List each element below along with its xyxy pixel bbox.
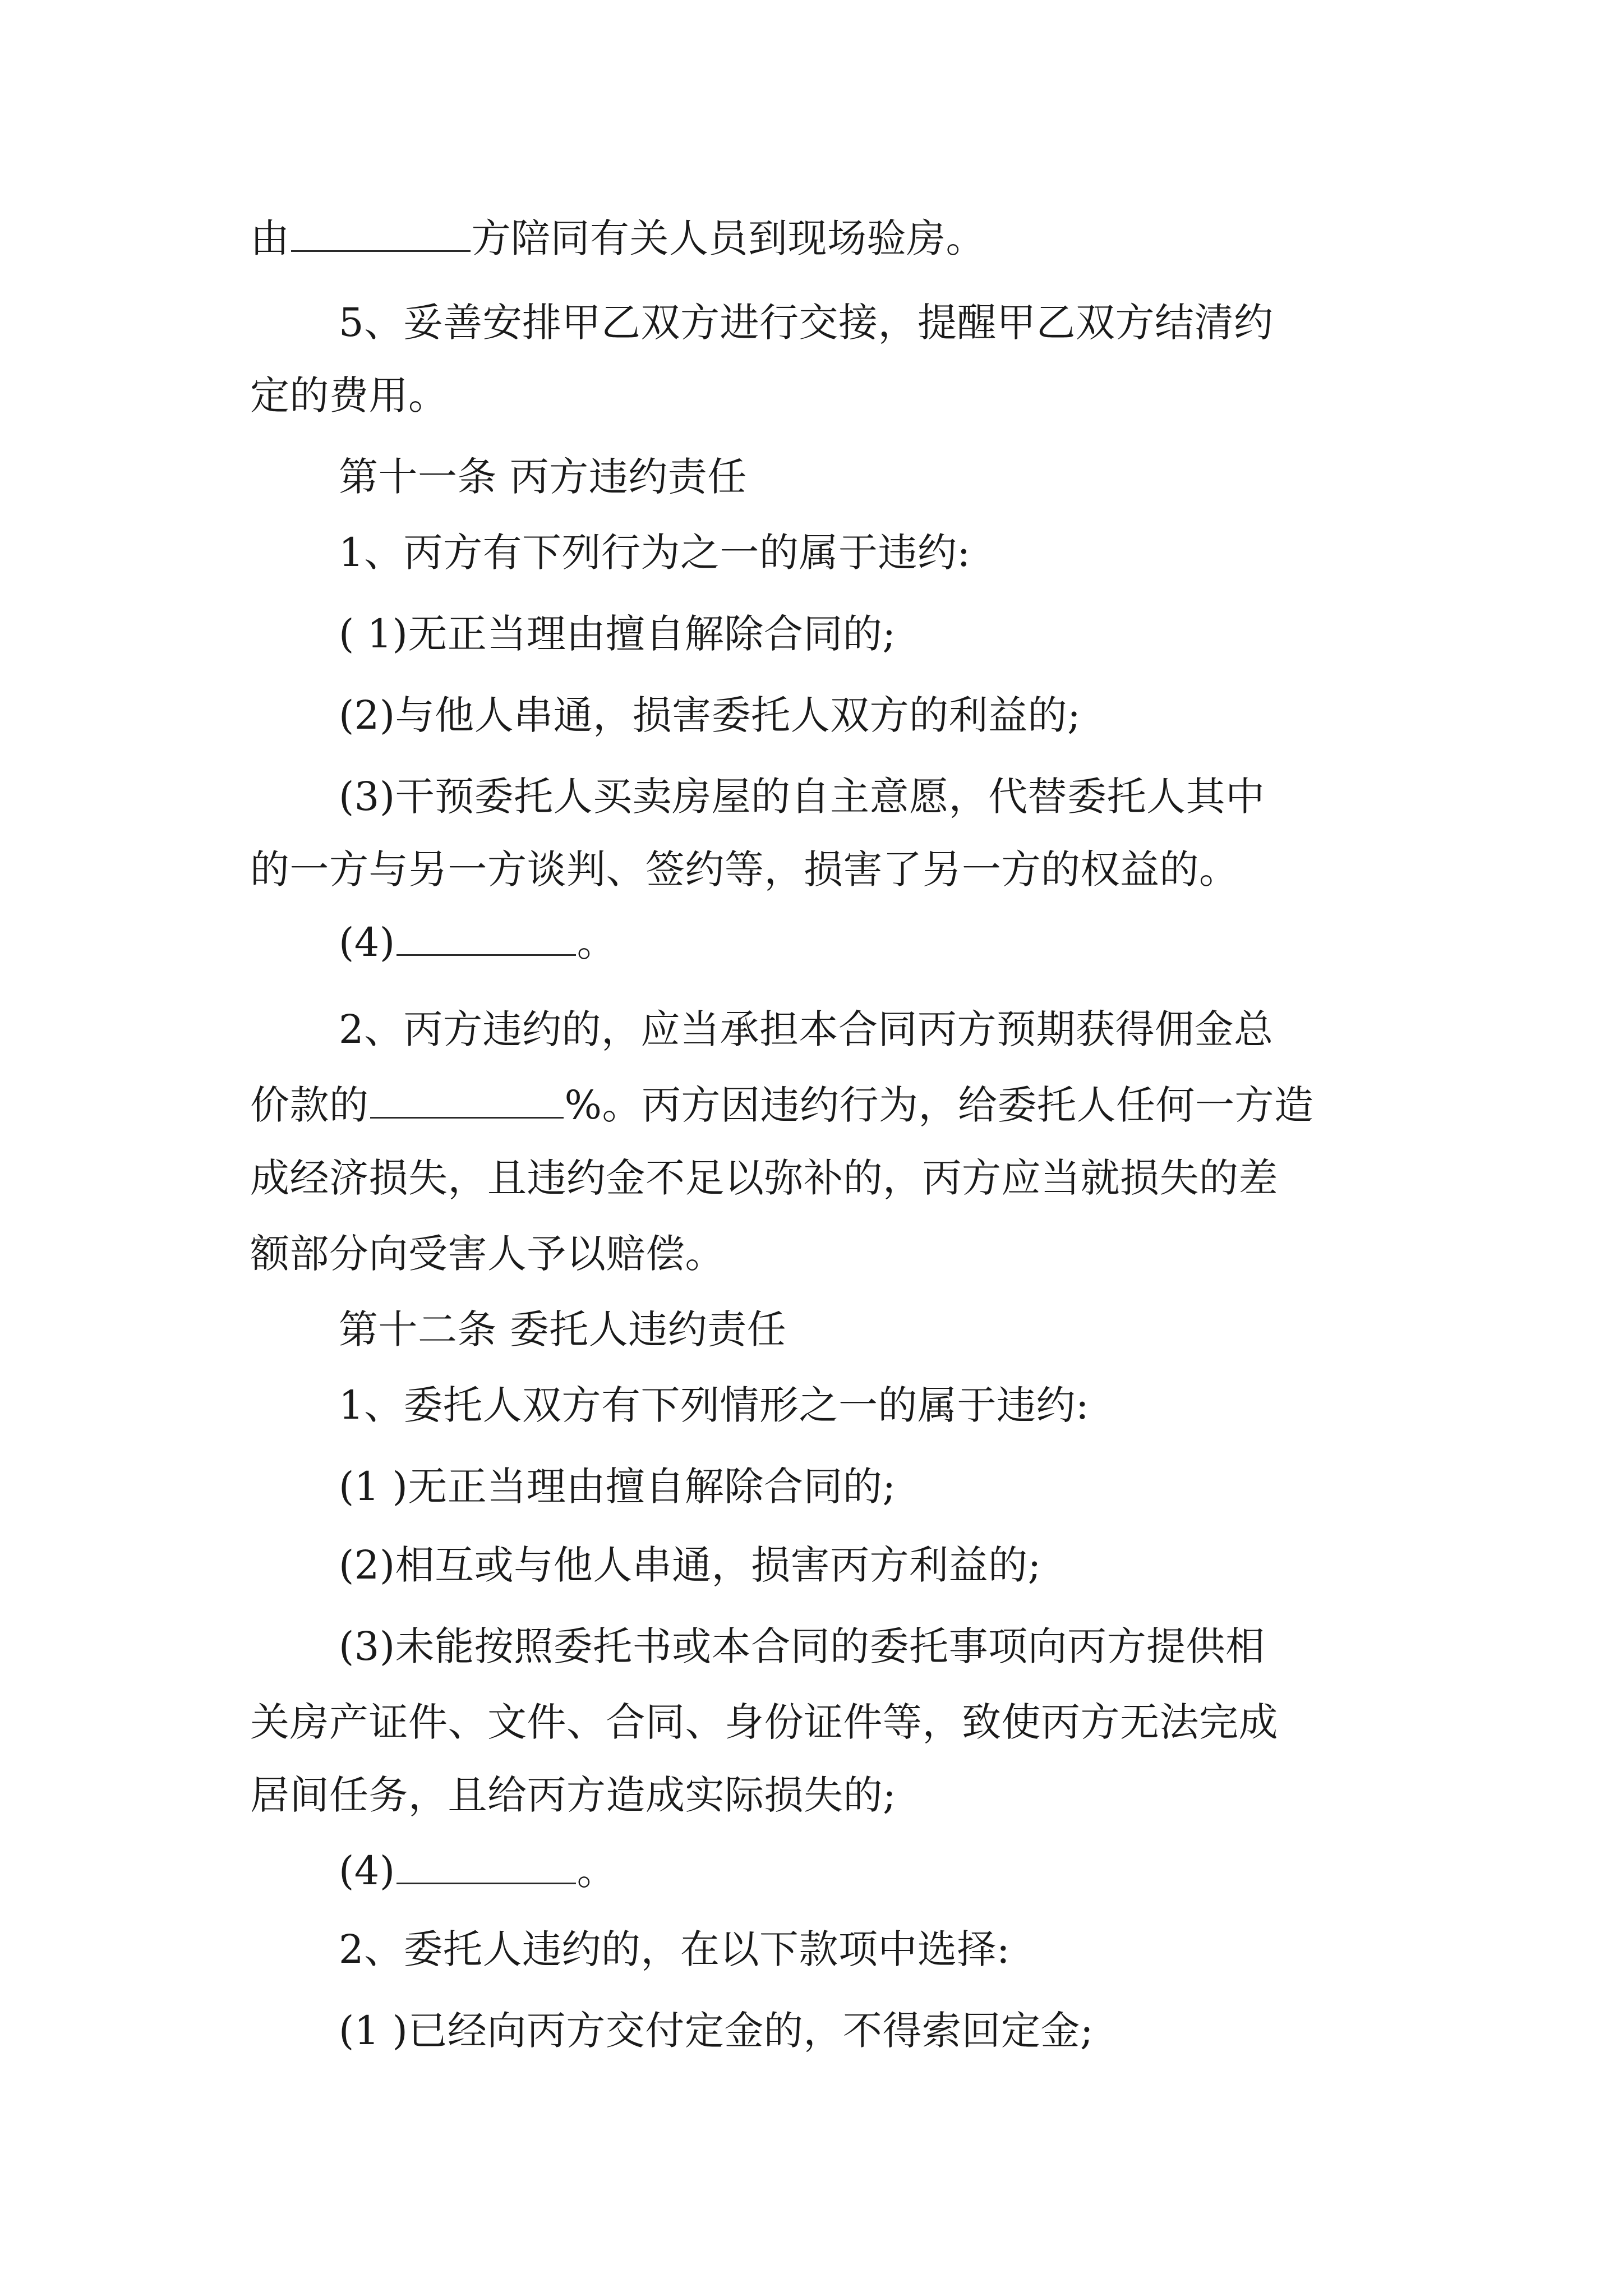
text-line: (2)相互或与他人串通，损害丙方利益的; (339, 1542, 1041, 1588)
text-line: 1、委托人双方有下列情形之一的属于违约: (339, 1382, 1090, 1428)
text-line: 居间任务，且给丙方造成实际损失的; (250, 1772, 897, 1818)
text-line: 5、妥善安排甲乙双方进行交接，提醒甲乙双方结清约 (339, 300, 1274, 346)
text-line (339, 914, 616, 970)
text-line: (3)未能按照委托书或本合同的委托事项向丙方提供相 (339, 1623, 1265, 1669)
text-segment: %。丙方因违约行为，给委托人任何一方造 (564, 1082, 1314, 1128)
text-segment: (4) (339, 919, 395, 965)
text-line: 的一方与另一方谈判、签约等，损害了另一方的权益的。 (250, 846, 1239, 892)
fill-in-blank[interactable] (291, 217, 471, 252)
text-line: 关房产证件、文件、合同、身份证件等，致使丙方无法完成 (250, 1699, 1278, 1745)
text-segment: 价款的 (250, 1082, 369, 1128)
text-line: 2、委托人违约的，在以下款项中选择: (339, 1926, 1011, 1972)
text-line: (1 )已经向丙方交付定金的，不得索回定金; (339, 2008, 1094, 2054)
text-line: 2、丙方违约的，应当承担本合同丙方预期获得佣金总 (339, 1006, 1274, 1052)
text-line: (3)干预委托人买卖房屋的自主意愿，代替委托人其中 (339, 774, 1265, 820)
text-line: 额部分向受害人予以赔偿。 (250, 1231, 725, 1277)
fill-in-blank[interactable] (396, 921, 576, 956)
text-line: 1、丙方有下列行为之一的属于违约: (339, 530, 971, 576)
text-segment: 方陪同有关人员到现场验房。 (471, 215, 985, 261)
text-line: 成经济损失，且违约金不足以弥补的，丙方应当就损失的差 (250, 1155, 1278, 1201)
text-segment: 。 (577, 919, 617, 965)
text-segment: 由 (250, 215, 290, 261)
fill-in-blank[interactable] (370, 1083, 564, 1119)
article-heading: 第十一条 丙方违约责任 (339, 454, 747, 500)
text-line (339, 1843, 616, 1899)
text-line: ( 1)无正当理由擅自解除合同的; (339, 611, 896, 657)
text-line: 定的费用。 (250, 372, 448, 418)
text-line (250, 210, 985, 266)
text-line (250, 1077, 1314, 1133)
text-segment: 。 (577, 1848, 617, 1894)
text-line: (2)与他人串通，损害委托人双方的利益的; (339, 692, 1081, 738)
text-line: (1 )无正当理由擅自解除合同的; (339, 1464, 896, 1510)
article-heading: 第十二条 委托人违约责任 (339, 1306, 787, 1352)
text-segment: (4) (339, 1848, 395, 1894)
fill-in-blank[interactable] (396, 1849, 576, 1884)
